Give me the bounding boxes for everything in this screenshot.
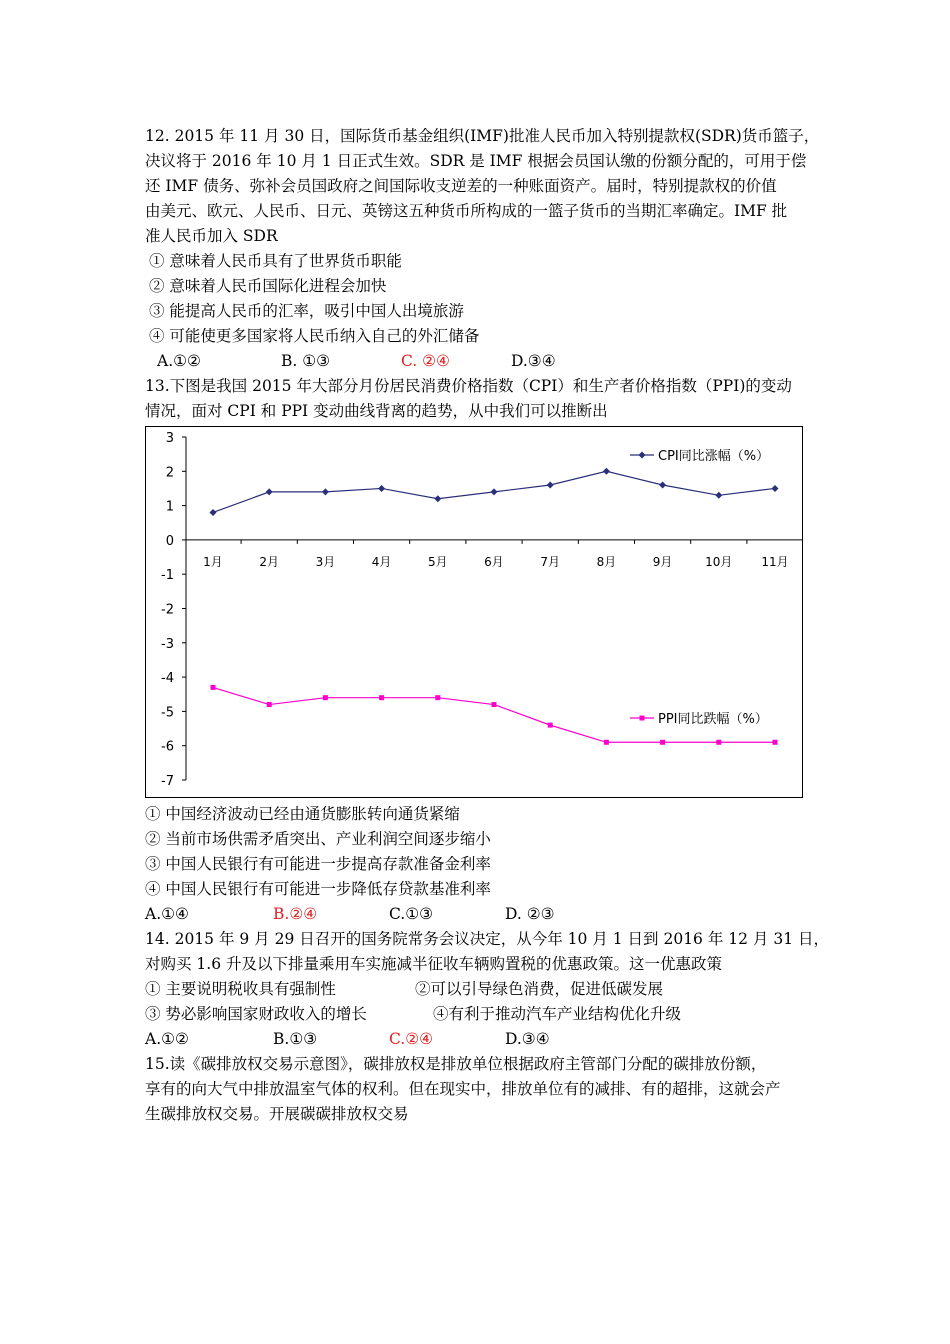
q14-answers <box>145 1027 835 1052</box>
ppi-point <box>548 723 553 728</box>
q14-option: ③ 势必影响国家财政收入的增长 <box>145 1005 367 1023</box>
ppi-point <box>716 740 721 745</box>
q13-answer-d: D. ②③ <box>505 905 555 923</box>
q13-line: 情况，面对 CPI 和 PPI 变动曲线背离的趋势，从中我们可以推断出 <box>145 402 608 420</box>
chart-svg <box>146 427 802 797</box>
ppi-point <box>379 695 384 700</box>
q14-options-row <box>145 1002 835 1027</box>
question-14 <box>145 927 835 1052</box>
q14-options-row <box>145 977 835 1002</box>
ppi-point <box>773 740 778 745</box>
q12-answer-b: B. ①③ <box>281 352 331 370</box>
q12-line: 准人民币加入 SDR <box>145 227 278 245</box>
ppi-point <box>211 685 216 690</box>
legend-label-ppi: PPI同比跌幅（%） <box>658 712 768 727</box>
question-13 <box>145 374 835 927</box>
y-tick-label: -7 <box>161 774 174 789</box>
q14-option: ②可以引导绿色消费，促进低碳发展 <box>415 980 664 998</box>
x-category-label: 2月 <box>259 554 280 569</box>
x-category-label: 9月 <box>652 554 673 569</box>
cpi-point <box>659 482 666 489</box>
x-category-label: 7月 <box>540 554 561 569</box>
q12-option: ② 意味着人民币国际化进程会加快 <box>149 277 387 295</box>
y-tick-label: 1 <box>165 499 174 515</box>
q13-answers <box>145 902 835 927</box>
q12-answer-a: A.①② <box>157 352 201 370</box>
q12-line: 由美元、欧元、人民币、日元、英镑这五种货币所构成的一篮子货币的当期汇率确定。IMF 批 <box>145 202 788 220</box>
q13-answer-a: A.①④ <box>145 905 189 923</box>
x-category-label: 1月 <box>203 554 223 569</box>
y-tick-label: -5 <box>161 705 174 721</box>
q12-option: ③ 能提高人民币的汇率，吸引中国人出境旅游 <box>149 302 464 320</box>
cpi-point <box>491 488 498 495</box>
y-tick-label: -3 <box>161 636 174 652</box>
q14-line: 14. 2015 年 9 月 29 日召开的国务院常务会议决定，从今年 10 月 1 日到 2016 年 12 月 31 日， <box>145 930 829 948</box>
x-category-label: 5月 <box>427 554 448 569</box>
x-category-label: 8月 <box>596 554 617 569</box>
q13-answer-c: C.①③ <box>389 905 434 923</box>
q14-option: ④有利于推动汽车产业结构优化升级 <box>433 1005 682 1023</box>
q12-answer-c: C. ②④ <box>401 352 450 370</box>
q13-line: 13.下图是我国 2015 年大部分月份居民消费价格指数（CPI）和生产者价格指数（PPI)的变动 <box>145 377 792 395</box>
q13-option: ② 当前市场供需矛盾突出、产业利润空间逐步缩小 <box>145 830 491 848</box>
cpi-point <box>378 485 385 492</box>
cpi-point <box>266 488 273 495</box>
q14-line: 对购买 1.6 升及以下排量乘用车实施减半征收车辆购置税的优惠政策。这一优惠政策 <box>145 955 723 973</box>
y-tick-label: 2 <box>165 465 174 481</box>
q13-option: ① 中国经济波动已经由通货膨胀转向通货紧缩 <box>145 805 460 823</box>
x-category-label: 3月 <box>315 554 336 569</box>
q13-option: ③ 中国人民银行有可能进一步提高存款准备金利率 <box>145 855 491 873</box>
legend-marker-ppi <box>640 716 645 721</box>
legend-label-cpi: CPI同比涨幅（%） <box>658 449 770 464</box>
cpi-point <box>715 492 722 499</box>
q14-option: ① 主要说明税收具有强制性 <box>145 980 336 998</box>
q13-option: ④ 中国人民银行有可能进一步降低存贷款基准利率 <box>145 880 491 898</box>
y-tick-label: 0 <box>165 533 174 549</box>
question-15 <box>145 1052 835 1127</box>
question-12 <box>145 124 835 374</box>
q12-option: ④ 可能使更多国家将人民币纳入自己的外汇储备 <box>149 327 480 345</box>
legend-marker-cpi <box>639 452 646 459</box>
q14-answer-c: C.②④ <box>389 1030 434 1048</box>
ppi-point <box>604 740 609 745</box>
cpi-point <box>210 509 217 516</box>
ppi-point <box>660 740 665 745</box>
q12-line: 决议将于 2016 年 10 月 1 日正式生效。SDR 是 IMF 根据会员国认缴的份额分配的，可用于偿 <box>145 152 807 170</box>
ppi-point <box>267 702 272 707</box>
q12-option: ① 意味着人民币具有了世界货币职能 <box>149 252 402 270</box>
q14-answer-b: B.①③ <box>273 1030 318 1048</box>
x-category-label: 6月 <box>484 554 504 569</box>
y-tick-label: -4 <box>161 671 174 687</box>
cpi-point <box>547 482 554 489</box>
cpi-ppi-chart <box>145 426 803 798</box>
cpi-point <box>322 488 329 495</box>
y-tick-label: -2 <box>161 602 174 618</box>
q15-line: 15.读《碳排放权交易示意图》，碳排放权是排放单位根据政府主管部门分配的碳排放份额， <box>145 1055 767 1073</box>
x-category-label: 10月 <box>705 554 733 569</box>
y-tick-label: 3 <box>165 431 174 446</box>
q14-answer-a: A.①② <box>145 1030 189 1048</box>
q15-line: 享有的向大气中排放温室气体的权利。但在现实中，排放单位有的减排、有的超排，这就会产 <box>145 1080 781 1098</box>
cpi-point <box>603 468 610 475</box>
q13-answer-b: B.②④ <box>273 905 318 923</box>
q12-answers <box>145 349 835 374</box>
y-tick-label: -6 <box>161 739 174 755</box>
q15-line: 生碳排放权交易。开展碳碳排放权交易 <box>145 1105 409 1123</box>
cpi-point <box>434 495 441 502</box>
x-category-label: 11月 <box>761 554 789 569</box>
q12-line: 还 IMF 债务、弥补会员国政府之间国际收支逆差的一种账面资产。届时，特别提款权的价值 <box>145 177 777 195</box>
q12-line: 12. 2015 年 11 月 30 日，国际货币基金组织(IMF)批准人民币加入特别提款权(SDR)货币篮子， <box>145 127 820 145</box>
ppi-point <box>323 695 328 700</box>
cpi-point <box>772 485 779 492</box>
q12-answer-d: D.③④ <box>511 352 556 370</box>
exam-page <box>145 124 835 1127</box>
x-category-label: 4月 <box>371 554 392 569</box>
ppi-point <box>492 702 497 707</box>
q14-answer-d: D.③④ <box>505 1030 550 1048</box>
ppi-point <box>435 695 440 700</box>
y-tick-label: -1 <box>161 568 174 584</box>
